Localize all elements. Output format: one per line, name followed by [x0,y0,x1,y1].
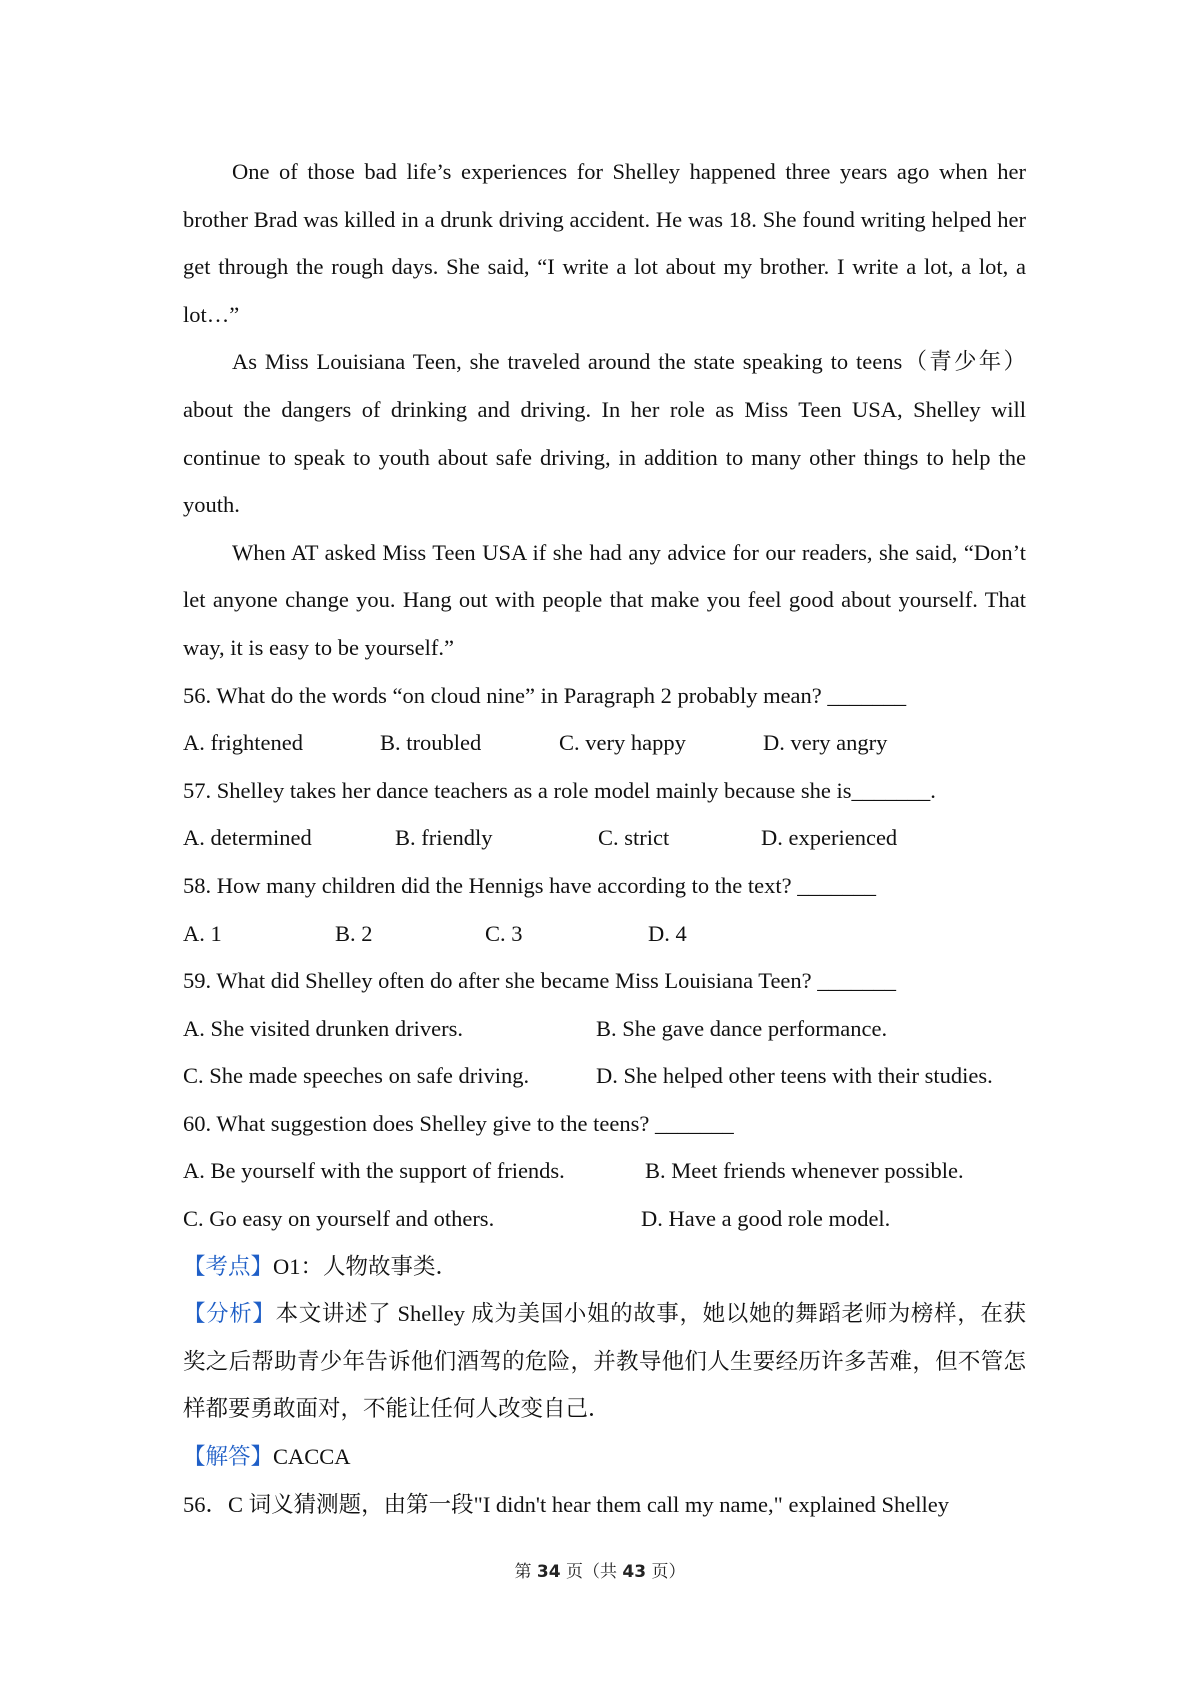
question-58-stem: 58. How many children did the Hennigs have according to the text? _______ [183,872,876,898]
fenxi-paragraph [183,1290,1026,1433]
option-b: B. 2 [335,920,373,946]
question-59-stem: 59. What did Shelley often do after she became Miss Louisiana Teen? _______ [183,968,897,994]
passage-paragraph-2: As Miss Louisiana Teen, she traveled around the state speaking to teens（青少年）about the dangers of drinking and driving. In her role as Miss Teen USA, Shelley will continue to speak to youth about safe driving, in addition to many other things to help the youth. [183,349,1026,518]
question-59-options-row-2 [183,1052,1026,1100]
fenxi-text: 本文讲述了 Shelley 成为美国小姐的故事，她以她的舞蹈老师为榜样，在获奖之后帮助青少年告诉他们酒驾的危险，并教导他们人生要经历许多苦难，但不管怎样都要勇敢面对，不能让任何人改变自己． [183,1301,1026,1422]
kaodian-tag: 【考点】 [183,1253,274,1279]
page-content [183,148,1026,1528]
option-b: B. troubled [380,730,482,756]
option-b: B. She gave dance performance. [596,1015,888,1041]
option-a: A. Be yourself with the support of friends. [183,1158,565,1184]
option-a: A. 1 [183,920,222,946]
question-56-stem: 56. What do the words “on cloud nine” in Paragraph 2 probably mean? _______ [183,682,907,708]
option-a: A. determined [183,825,312,851]
jieda-tag: 【解答】 [183,1444,274,1470]
option-d: D. 4 [648,920,687,946]
kaodian-text: O1：人物故事类． [273,1253,459,1279]
question-60-options-row-2 [183,1195,1026,1243]
page-number: 34 [536,1562,561,1582]
option-b: B. friendly [395,825,493,851]
question-59-options-row-1 [183,1005,1026,1053]
option-c: C. 3 [485,920,523,946]
question-58-options [183,910,1026,958]
question-56-options [183,719,1026,767]
option-d: D. experienced [761,825,898,851]
page-total: 43 [622,1562,647,1582]
option-b: B. Meet friends whenever possible. [645,1158,964,1184]
option-c: C. She made speeches on safe driving. [183,1063,530,1089]
option-c: C. Go easy on yourself and others. [183,1206,495,1232]
option-d: D. She helped other teens with their studies. [596,1063,993,1089]
fenxi-tag: 【分析】 [183,1301,276,1327]
kaodian-line [183,1243,1026,1291]
option-d: D. Have a good role model. [641,1206,891,1232]
question-60-stem: 60. What suggestion does Shelley give to the teens? _______ [183,1110,734,1136]
option-a: A. frightened [183,730,303,756]
question-60-options-row-1 [183,1147,1026,1195]
option-c: C. very happy [559,730,686,756]
jieda-text: CACCA [273,1444,351,1470]
question-57-stem: 57. Shelley takes her dance teachers as a role model mainly because she is_______. [183,777,936,803]
passage-paragraph-3: When AT asked Miss Teen USA if she had any advice for our readers, she said, “Don’t let anyone change you. Hang out with people that make you feel good about yourself. That way, it is easy to be yourself.” [183,539,1026,660]
option-a: A. She visited drunken drivers. [183,1015,463,1041]
page-footer: 第 34 页（共 43 页） [514,1562,686,1582]
passage-paragraph-1: One of those bad life’s experiences for Shelley happened three years ago when her brother Brad was killed in a drunk driving accident. He was 18. She found writing helped her get through the rough days. She said, “I write a lot about my brother. I write a lot, a lot, a lot…” [183,159,1026,327]
explanation-56: 56．C 词义猜测题，由第一段"I didn't hear them call my name," explained Shelley [183,1491,950,1517]
option-d: D. very angry [763,730,888,756]
question-57-options [183,814,1026,862]
jieda-line [183,1433,1026,1481]
option-c: C. strict [598,825,670,851]
